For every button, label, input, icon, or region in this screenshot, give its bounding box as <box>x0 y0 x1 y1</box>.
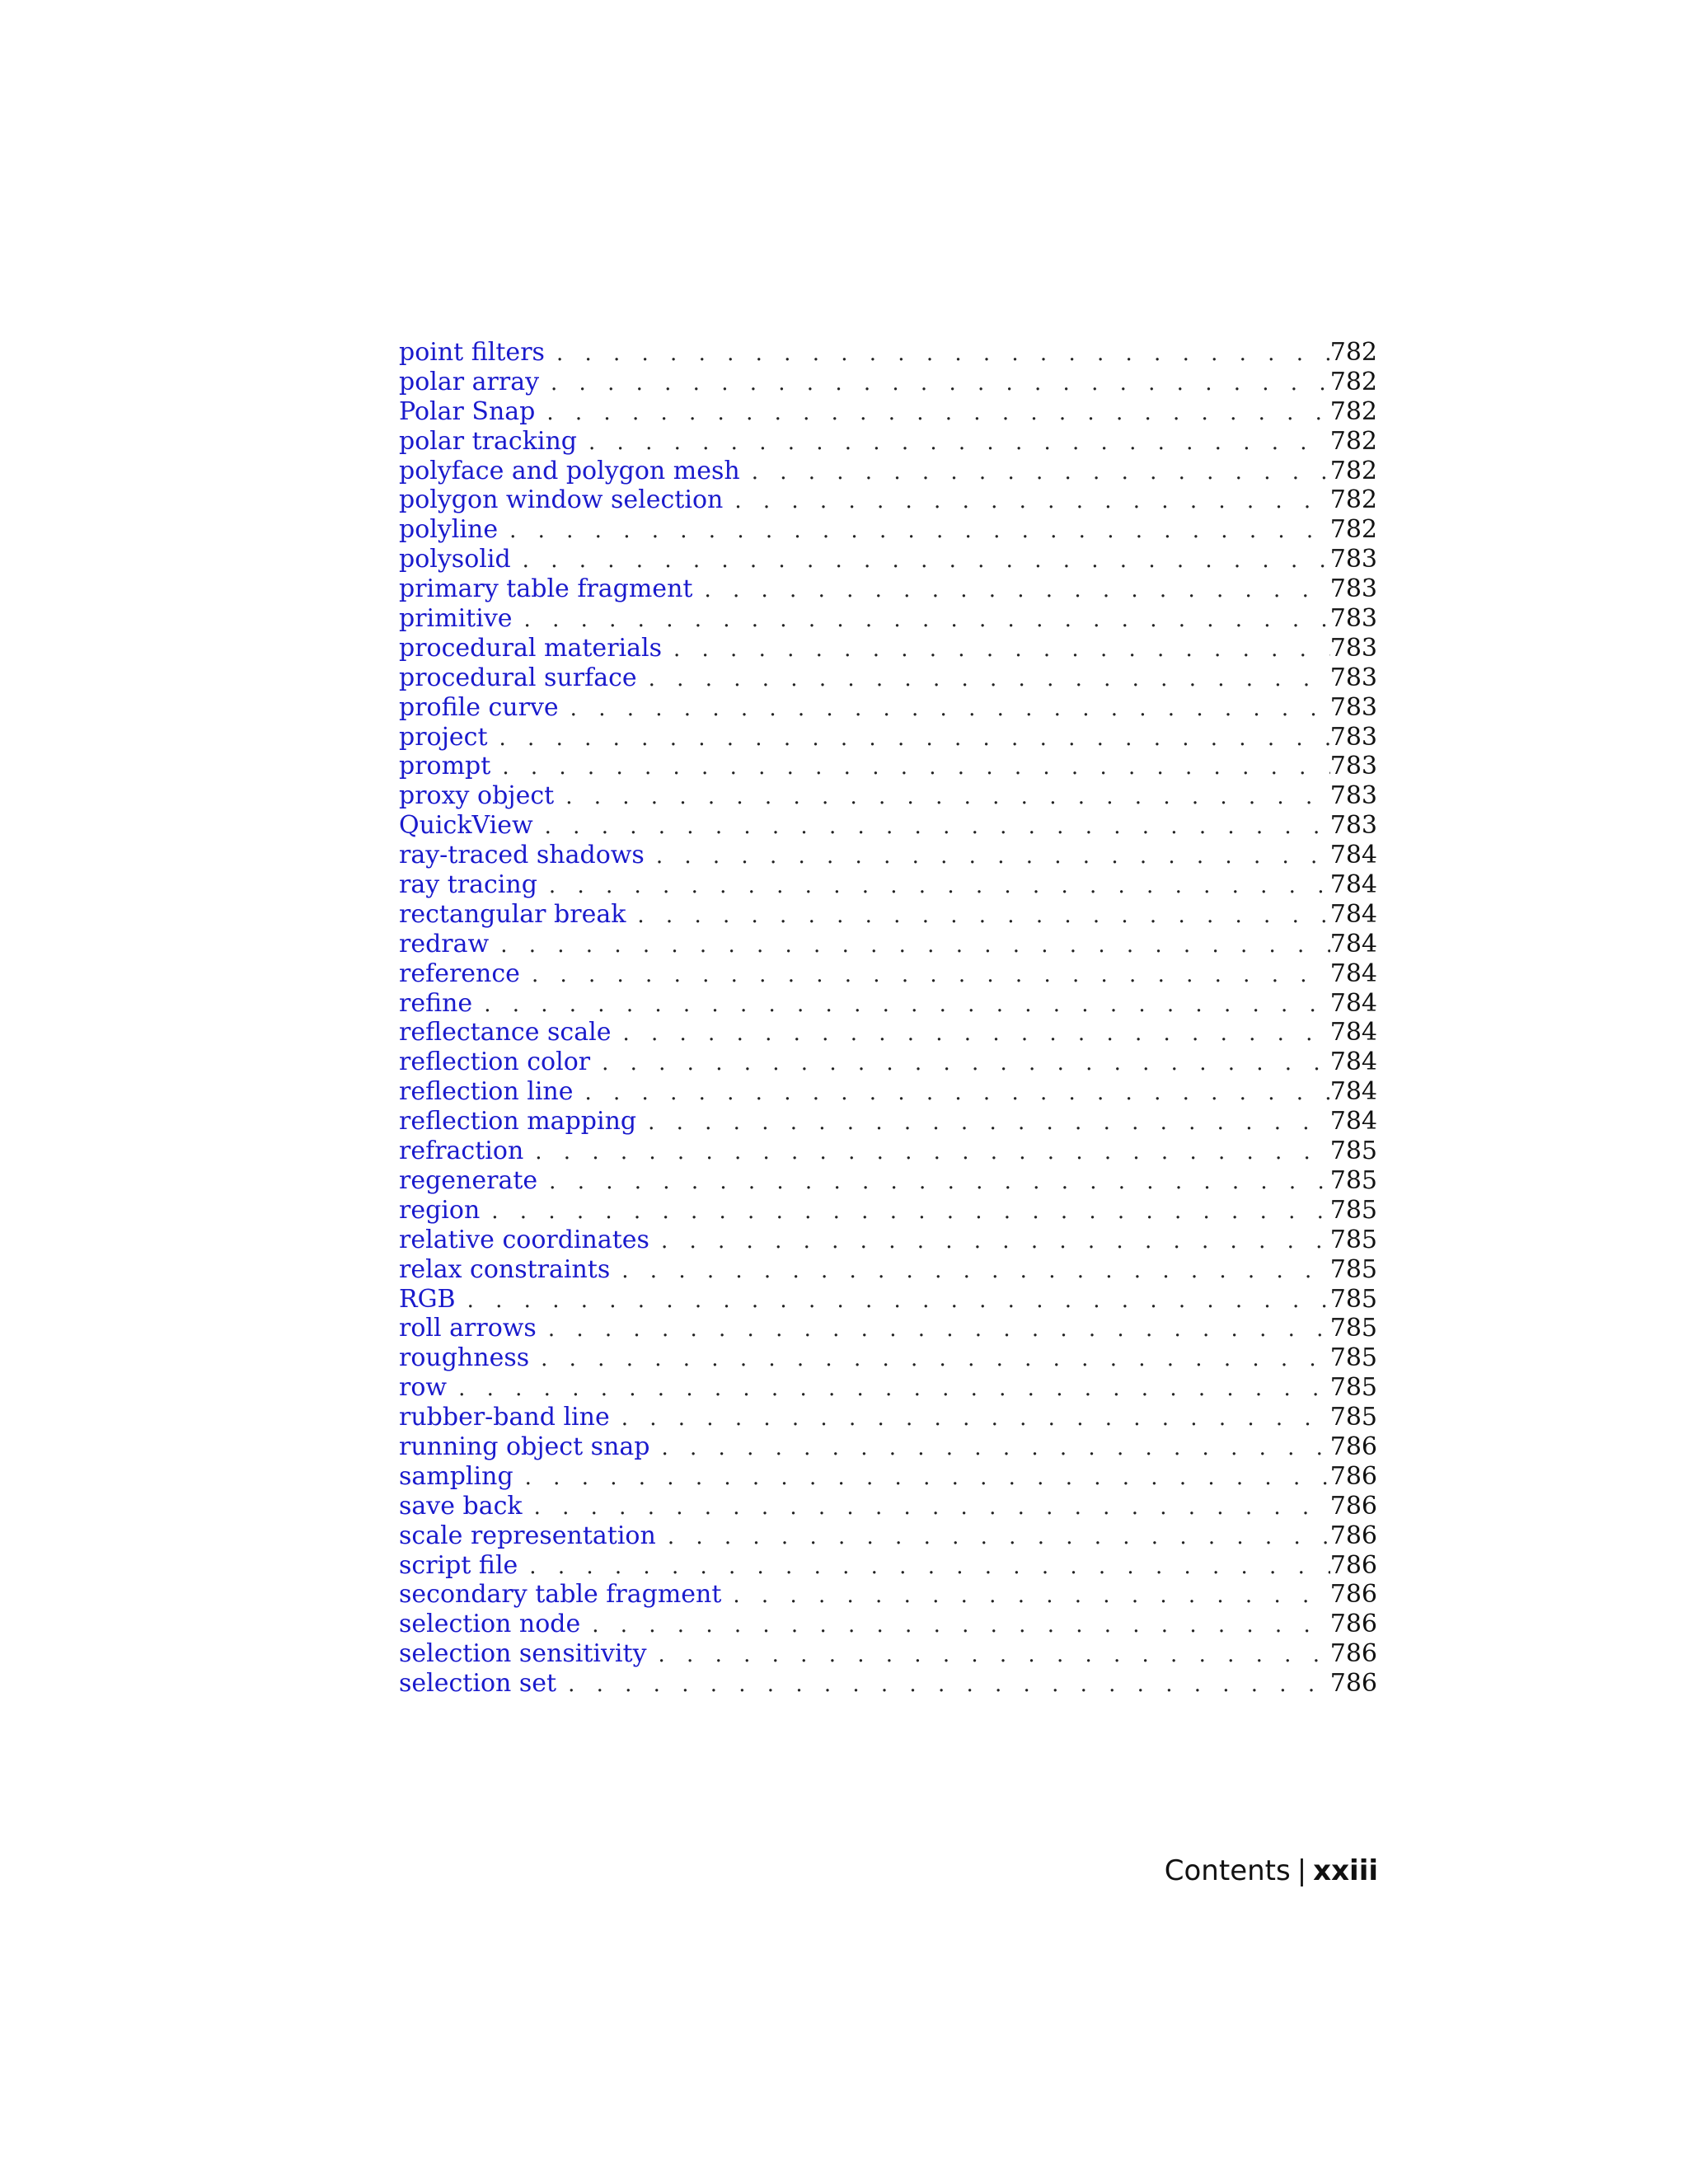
toc-entry-link[interactable]: QuickView <box>399 811 533 841</box>
footer-page-number: xxiii <box>1313 1854 1378 1887</box>
toc-page-number: 785 <box>1329 1314 1377 1343</box>
toc-entry <box>399 634 1377 663</box>
toc-entry-link[interactable]: roll arrows <box>399 1314 537 1343</box>
toc-entry <box>399 1226 1377 1255</box>
toc-entry-link[interactable]: rectangular break <box>399 899 626 929</box>
toc-entry <box>399 1551 1377 1581</box>
toc-entry-link[interactable]: row <box>399 1373 448 1403</box>
toc-page-number: 783 <box>1329 545 1377 574</box>
toc-entry-link[interactable]: region <box>399 1195 481 1225</box>
toc-entry <box>399 870 1377 900</box>
dot-leader <box>533 813 1330 842</box>
dot-leader <box>456 1286 1330 1316</box>
dot-leader <box>662 635 1330 665</box>
dot-leader <box>513 1464 1330 1493</box>
toc-entry <box>399 1492 1377 1521</box>
toc-page-number: 783 <box>1329 692 1377 722</box>
dot-leader <box>523 1138 1329 1168</box>
toc-entry <box>399 781 1377 811</box>
toc-page-number: 782 <box>1329 367 1377 396</box>
toc-page-number: 785 <box>1329 1137 1377 1166</box>
toc-entry-link[interactable]: running object snap <box>399 1432 650 1461</box>
toc-entry-link[interactable]: script file <box>399 1550 518 1580</box>
dot-leader <box>610 1404 1330 1434</box>
toc-entry-link[interactable]: sampling <box>399 1461 513 1491</box>
toc-entry-link[interactable]: primitive <box>399 604 513 634</box>
toc-entry-link[interactable]: redraw <box>399 929 490 958</box>
dot-leader <box>649 1227 1330 1257</box>
toc-entry <box>399 663 1377 693</box>
dot-leader <box>590 1049 1330 1079</box>
dot-leader <box>636 1108 1330 1138</box>
dot-leader <box>574 1079 1330 1108</box>
toc-page-number: 786 <box>1329 1432 1377 1461</box>
toc-page-number: 783 <box>1329 752 1377 781</box>
toc-page-number: 784 <box>1329 988 1377 1018</box>
toc-page-number: 782 <box>1329 338 1377 367</box>
toc-page-number: 783 <box>1329 604 1377 634</box>
dot-leader <box>490 753 1329 783</box>
toc-page-number: 783 <box>1329 722 1377 752</box>
dot-leader <box>472 991 1330 1020</box>
toc-entry-link[interactable]: relax constraints <box>399 1254 611 1284</box>
toc-list <box>399 338 1377 1699</box>
dot-leader <box>523 1493 1330 1523</box>
toc-page-number: 786 <box>1329 1491 1377 1521</box>
toc-entry-link[interactable]: Polar Snap <box>399 396 536 426</box>
toc-entry <box>399 1018 1377 1047</box>
dot-leader <box>535 399 1329 429</box>
toc-entry-link[interactable]: polyline <box>399 515 499 545</box>
toc-page-number: 782 <box>1329 456 1377 485</box>
toc-entry-link[interactable]: polysolid <box>399 545 511 574</box>
dot-leader <box>511 546 1330 576</box>
toc-page-number: 784 <box>1329 958 1377 988</box>
toc-entry <box>399 1107 1377 1137</box>
page-footer <box>1165 1854 1378 1887</box>
toc-entry-link[interactable]: refraction <box>399 1137 524 1166</box>
toc-entry <box>399 545 1377 574</box>
toc-entry <box>399 841 1377 870</box>
toc-entry-link[interactable]: ray-traced shadows <box>399 841 645 870</box>
toc-page-number: 785 <box>1329 1403 1377 1432</box>
footer-label: Contents <box>1164 1854 1291 1887</box>
toc-entry-link[interactable]: profile curve <box>399 692 559 722</box>
toc-page-number: 783 <box>1329 811 1377 841</box>
toc-page-number: 786 <box>1329 1461 1377 1491</box>
dot-leader <box>692 576 1329 606</box>
dot-leader <box>556 1671 1330 1700</box>
dot-leader <box>539 369 1330 399</box>
dot-leader <box>611 1019 1329 1049</box>
toc-entry <box>399 457 1377 486</box>
dot-leader <box>610 1257 1329 1286</box>
dot-leader <box>656 1523 1330 1553</box>
toc-page-number: 785 <box>1329 1373 1377 1403</box>
toc-entry <box>399 1343 1377 1373</box>
toc-entry-link[interactable]: procedural materials <box>399 633 662 663</box>
toc-entry <box>399 959 1377 989</box>
toc-entry-link[interactable]: polyface and polygon mesh <box>399 456 740 485</box>
toc-page-number: 784 <box>1329 1018 1377 1047</box>
toc-entry <box>399 811 1377 841</box>
dot-leader <box>647 1641 1330 1671</box>
toc-entry <box>399 1580 1377 1610</box>
toc-entry <box>399 1314 1377 1343</box>
toc-entry <box>399 752 1377 781</box>
dot-leader <box>723 487 1329 517</box>
dot-leader <box>537 872 1330 902</box>
dot-leader <box>447 1375 1330 1404</box>
toc-entry <box>399 1077 1377 1107</box>
toc-page-number: 786 <box>1329 1521 1377 1550</box>
toc-entry-link[interactable]: rubber-band line <box>399 1403 610 1432</box>
toc-entry <box>399 368 1377 397</box>
toc-entry-link[interactable]: selection sensitivity <box>399 1639 647 1669</box>
toc-page-number: 786 <box>1329 1550 1377 1580</box>
toc-page-number: 784 <box>1329 841 1377 870</box>
toc-page-number: 785 <box>1329 1195 1377 1225</box>
toc-page-number: 784 <box>1329 870 1377 900</box>
dot-leader <box>649 1434 1329 1464</box>
toc-entry-link[interactable]: secondary table fragment <box>399 1580 722 1610</box>
toc-page-number: 782 <box>1329 485 1377 515</box>
toc-entry-link[interactable]: reflection line <box>399 1077 574 1107</box>
dot-leader <box>529 1345 1330 1375</box>
dot-leader <box>554 783 1330 813</box>
toc-entry-link[interactable]: procedural surface <box>399 663 637 692</box>
toc-entry <box>399 1521 1377 1551</box>
toc-entry-link[interactable]: polygon window selection <box>399 485 724 515</box>
toc-page-number: 782 <box>1329 426 1377 456</box>
toc-entry-link[interactable]: RGB <box>399 1284 456 1314</box>
dot-leader <box>559 695 1330 724</box>
dot-leader <box>537 1315 1330 1345</box>
toc-entry <box>399 693 1377 723</box>
toc-entry-link[interactable]: proxy object <box>399 781 555 811</box>
toc-entry <box>399 1432 1377 1462</box>
toc-entry <box>399 1166 1377 1196</box>
toc-page-number: 784 <box>1329 1047 1377 1077</box>
toc-entry <box>399 1137 1377 1166</box>
toc-page-number: 783 <box>1329 633 1377 663</box>
toc-page-number: 782 <box>1329 515 1377 545</box>
toc-entry <box>399 485 1377 515</box>
toc-entry <box>399 930 1377 959</box>
toc-entry-link[interactable]: refine <box>399 988 473 1018</box>
toc-entry <box>399 338 1377 368</box>
toc-entry-link[interactable]: point filters <box>399 338 545 367</box>
toc-entry <box>399 427 1377 457</box>
dot-leader <box>645 842 1330 872</box>
dot-leader <box>721 1582 1329 1611</box>
toc-page-number: 783 <box>1329 574 1377 604</box>
toc-entry-link[interactable]: reflection color <box>399 1047 591 1077</box>
toc-entry <box>399 1285 1377 1315</box>
toc-entry <box>399 1196 1377 1226</box>
toc-entry <box>399 397 1377 427</box>
toc-entry-link[interactable]: relative coordinates <box>399 1225 649 1254</box>
toc-entry-link[interactable]: reference <box>399 958 520 988</box>
toc-page-number: 784 <box>1329 899 1377 929</box>
toc-page-number: 785 <box>1329 1254 1377 1284</box>
toc-entry-link[interactable]: polar tracking <box>399 426 578 456</box>
toc-entry-link[interactable]: selection set <box>399 1669 557 1699</box>
toc-entry <box>399 900 1377 930</box>
dot-leader <box>488 724 1330 754</box>
toc-page-number: 786 <box>1329 1639 1377 1669</box>
toc-page-number: 786 <box>1329 1610 1377 1639</box>
toc-entry <box>399 1610 1377 1639</box>
toc-entry-link[interactable]: primary table fragment <box>399 574 693 604</box>
dot-leader <box>626 902 1329 931</box>
toc-page-number: 783 <box>1329 663 1377 692</box>
dot-leader <box>637 665 1330 695</box>
toc-page-number: 784 <box>1329 1077 1377 1107</box>
toc-entry <box>399 1255 1377 1285</box>
toc-entry-link[interactable]: ray tracing <box>399 870 537 900</box>
dot-leader <box>580 1611 1330 1641</box>
footer-separator: | <box>1296 1854 1307 1887</box>
toc-entry-link[interactable]: polar array <box>399 367 540 396</box>
dot-leader <box>513 606 1330 635</box>
toc-entry-link[interactable]: project <box>399 722 488 752</box>
dot-leader <box>480 1197 1329 1227</box>
toc-page-number: 785 <box>1329 1284 1377 1314</box>
toc-page-number: 785 <box>1329 1165 1377 1195</box>
toc-entry <box>399 574 1377 604</box>
toc-entry-link[interactable]: reflection mapping <box>399 1107 637 1137</box>
toc-entry-link[interactable]: reflectance scale <box>399 1018 612 1047</box>
toc-page-number: 784 <box>1329 929 1377 958</box>
dot-leader <box>545 340 1330 369</box>
toc-page-number: 783 <box>1329 781 1377 811</box>
toc-entry <box>399 989 1377 1019</box>
toc-page-number: 785 <box>1329 1343 1377 1373</box>
toc-page-number: 786 <box>1329 1580 1377 1610</box>
toc-entry <box>399 604 1377 634</box>
toc-entry <box>399 1403 1377 1432</box>
toc-entry-link[interactable]: save back <box>399 1491 523 1521</box>
dot-leader <box>537 1168 1330 1197</box>
toc-entry-link[interactable]: selection node <box>399 1610 581 1639</box>
toc-entry <box>399 1462 1377 1492</box>
dot-leader <box>577 429 1330 458</box>
dot-leader <box>498 517 1330 546</box>
toc-entry-link[interactable]: regenerate <box>399 1165 538 1195</box>
toc-page-number: 784 <box>1329 1107 1377 1137</box>
toc-entry-link[interactable]: roughness <box>399 1343 530 1373</box>
toc-page-number: 786 <box>1329 1669 1377 1699</box>
dot-leader <box>520 961 1330 991</box>
toc-entry <box>399 723 1377 752</box>
toc-entry <box>399 1639 1377 1669</box>
toc-entry <box>399 515 1377 545</box>
toc-page-number: 785 <box>1329 1225 1377 1254</box>
toc-entry <box>399 1047 1377 1077</box>
toc-entry <box>399 1669 1377 1699</box>
dot-leader <box>518 1553 1329 1582</box>
dot-leader <box>740 458 1330 488</box>
toc-entry-link[interactable]: scale representation <box>399 1521 656 1550</box>
toc-entry <box>399 1373 1377 1403</box>
toc-entry-link[interactable]: prompt <box>399 752 491 781</box>
toc-page-number: 782 <box>1329 396 1377 426</box>
dot-leader <box>489 931 1330 961</box>
